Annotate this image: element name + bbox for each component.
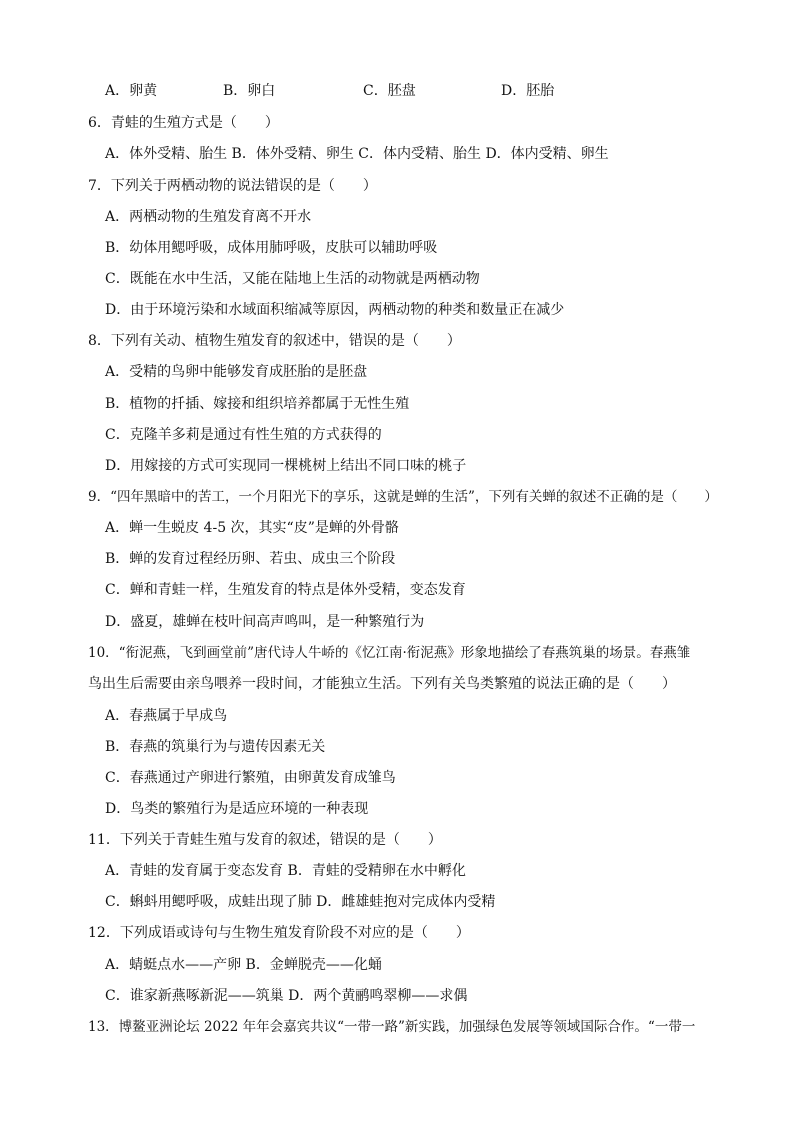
q5-options-row <box>105 81 745 101</box>
q9-option-d: D．盛夏，雄蝉在枝叶间高声鸣叫，是一种繁殖行为 <box>105 614 425 630</box>
q9-option-c: C．蝉和青蛙一样，生殖发育的特点是体外受精，变态发育 <box>105 582 466 598</box>
q10-stem-continued: 鸟出生后需要由亲鸟喂养一段时间，才能独立生活。下列有关鸟类繁殖的说法正确的是（ ） <box>88 676 676 692</box>
q11-options-ab: A．青蛙的发育属于变态发育 B．青蛙的受精卵在水中孵化 <box>105 863 466 879</box>
q5-option-b: B．卵白 <box>223 83 276 99</box>
q10-option-a: A．春燕属于早成鸟 <box>105 708 228 724</box>
q8-option-b: B．植物的扦插、嫁接和组织培养都属于无性生殖 <box>105 396 410 412</box>
q7-option-b: B．幼体用鳃呼吸，成体用肺呼吸，皮肤可以辅助呼吸 <box>105 240 438 256</box>
q7-option-d: D．由于环境污染和水域面积缩减等原因，两栖动物的种类和数量正在减少 <box>105 302 565 318</box>
q13-stem: 13．博鳌亚洲论坛 2022 年年会嘉宾共议“一带一路”新实践，加强绿色发展等领域国际合作。“一带一 <box>88 1019 696 1035</box>
q6-options: A．体外受精、胎生 B．体外受精、卵生 C．体内受精、胎生 D．体内受精、卵生 <box>105 146 609 162</box>
q12-options-cd: C．谁家新燕啄新泥——筑巢 D．两个黄鹂鸣翠柳——求偶 <box>105 988 468 1004</box>
q7-option-c: C．既能在水中生活，又能在陆地上生活的动物就是两栖动物 <box>105 271 480 287</box>
q10-option-d: D．鸟类的繁殖行为是适应环境的一种表现 <box>105 801 369 817</box>
q12-stem: 12．下列成语或诗句与生物生殖发育阶段不对应的是（ ） <box>88 925 470 941</box>
q10-stem: 10．“衔泥燕，飞到画堂前”唐代诗人牛峤的《忆江南·衔泥燕》形象地描绘了春燕筑巢的场景。春燕雏 <box>88 645 691 661</box>
q11-options-cd: C．蝌蚪用鳃呼吸，成蛙出现了肺 D．雌雄蛙抱对完成体内受精 <box>105 894 496 910</box>
q9-stem: 9．“四年黑暗中的苦工，一个月阳光下的享乐，这就是蝉的生活”，下列有关蝉的叙述不正确的是（ ） <box>88 489 718 505</box>
q10-option-b: B．春燕的筑巢行为与遗传因素无关 <box>105 739 326 755</box>
q7-option-a: A．两栖动物的生殖发育离不开水 <box>105 209 312 225</box>
q6-stem: 6．青蛙的生殖方式是（ ） <box>88 115 279 131</box>
q5-option-d: D．胚胎 <box>501 83 555 99</box>
q12-options-ab: A．蜻蜓点水——产卵 B．金蝉脱壳——化蛹 <box>105 957 382 973</box>
q8-option-c: C．克隆羊多莉是通过有性生殖的方式获得的 <box>105 427 382 443</box>
q11-stem: 11．下列关于青蛙生殖与发育的叙述，错误的是（ ） <box>88 832 442 848</box>
q10-option-c: C．春燕通过产卵进行繁殖，由卵黄发育成雏鸟 <box>105 770 396 786</box>
q9-option-b: B．蝉的发育过程经历卵、若虫、成虫三个阶段 <box>105 551 396 567</box>
q5-option-a: A．卵黄 <box>105 83 158 99</box>
q5-option-c: C．胚盘 <box>363 83 416 99</box>
q9-option-a: A．蝉一生蜕皮 4-5 次，其实“皮”是蝉的外骨骼 <box>105 520 399 536</box>
q8-stem: 8．下列有关动、植物生殖发育的叙述中，错误的是（ ） <box>88 333 461 349</box>
q8-option-a: A．受精的鸟卵中能够发育成胚胎的是胚盘 <box>105 364 368 380</box>
q7-stem: 7．下列关于两栖动物的说法错误的是（ ） <box>88 178 377 194</box>
q8-option-d: D．用嫁接的方式可实现同一棵桃树上结出不同口味的桃子 <box>105 458 467 474</box>
